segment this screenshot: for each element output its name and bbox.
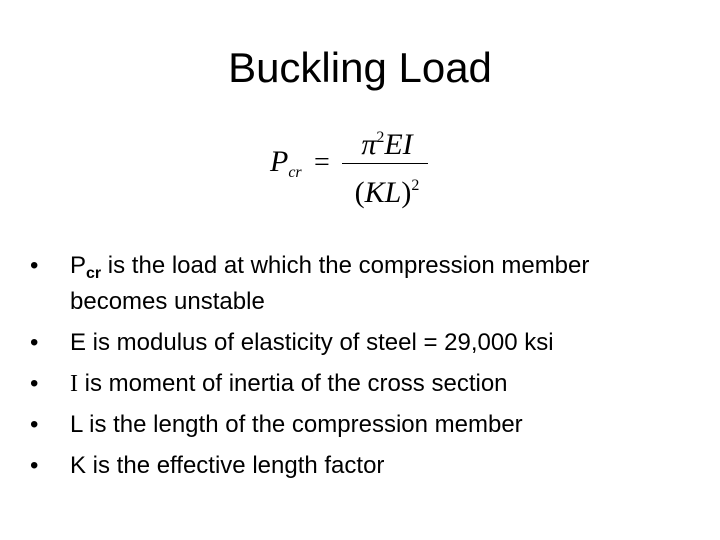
formula-numerator-vars: EI xyxy=(384,128,413,161)
formula-lhs-subscript: cr xyxy=(288,164,302,181)
bullet-marker: • xyxy=(30,411,39,438)
bullet-marker: • xyxy=(30,252,39,279)
l-definition: L is the length of the compression member xyxy=(70,411,523,438)
formula-close-paren: ) xyxy=(401,176,412,209)
formula-equals-sign: = xyxy=(314,147,330,178)
bullet-marker: • xyxy=(30,329,39,356)
formula-numerator xyxy=(344,118,430,165)
formula-lhs xyxy=(270,144,302,191)
formula-denominator xyxy=(342,166,432,213)
slide-title: Buckling Load xyxy=(228,44,492,91)
formula-pi: π xyxy=(361,128,377,161)
list-item-i xyxy=(30,370,690,398)
i-symbol: I xyxy=(70,371,78,397)
list-item-k xyxy=(30,452,690,480)
formula-lhs-symbol: P xyxy=(270,145,289,178)
pcr-symbol: P xyxy=(70,252,87,279)
bullet-marker: • xyxy=(30,452,39,479)
list-item-pcr xyxy=(30,252,690,316)
pcr-subscript: cr xyxy=(86,265,102,282)
formula-fraction-bar xyxy=(342,163,428,164)
formula-open-paren: ( xyxy=(354,176,365,209)
buckling-load-formula xyxy=(262,118,442,218)
list-item-l xyxy=(30,411,690,439)
pcr-definition: is the load at which the compression member becomes unstable xyxy=(70,252,590,315)
formula-numerator-exponent: 2 xyxy=(376,129,385,146)
formula-denominator-vars: KL xyxy=(364,176,402,209)
k-definition: K is the effective length factor xyxy=(70,452,385,479)
list-item-e xyxy=(30,329,690,357)
bullet-marker: • xyxy=(30,370,39,397)
i-definition: is moment of inertia of the cross section xyxy=(78,370,508,397)
definitions-list xyxy=(30,252,690,493)
formula-denominator-exponent: 2 xyxy=(411,177,420,194)
e-definition: E is modulus of elasticity of steel = 29,000 ksi xyxy=(70,329,554,356)
